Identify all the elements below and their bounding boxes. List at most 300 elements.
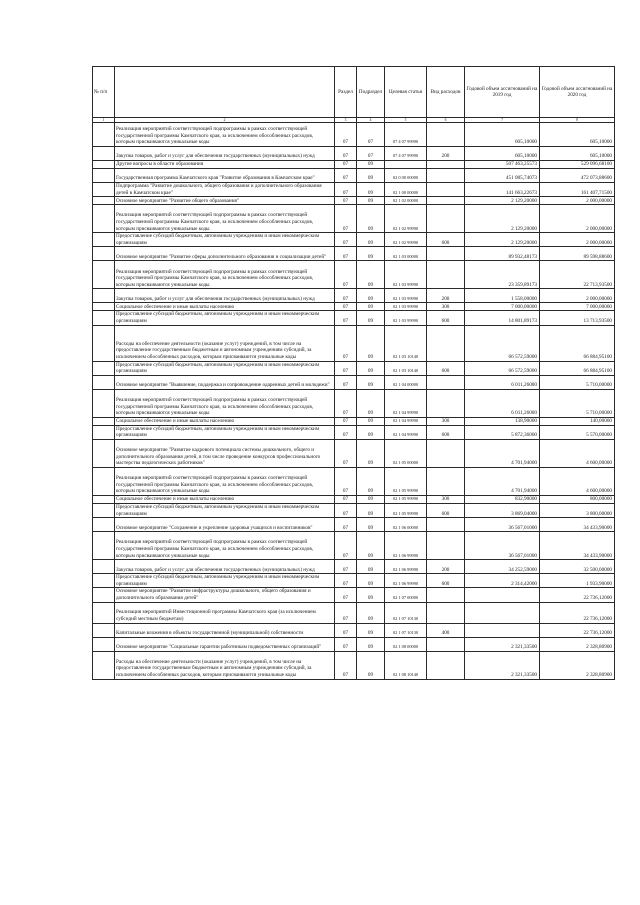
row-number bbox=[93, 161, 115, 169]
row-target-article: 02 1 03 99990 bbox=[385, 311, 427, 325]
row-number bbox=[93, 123, 115, 147]
row-expense-type bbox=[427, 439, 465, 467]
table-row bbox=[93, 417, 615, 425]
row-podrazdel: 09 bbox=[357, 467, 385, 495]
row-razdel: 07 bbox=[335, 161, 357, 169]
table-row bbox=[93, 261, 615, 289]
table-row bbox=[93, 495, 615, 503]
row-amount-2020: 140,00000 bbox=[540, 417, 615, 425]
row-expense-type bbox=[427, 602, 465, 623]
row-podrazdel: 09 bbox=[357, 169, 385, 183]
table-row bbox=[93, 361, 615, 375]
row-target-article: 02 1 03 99990 bbox=[385, 303, 427, 311]
row-razdel: 07 bbox=[335, 467, 357, 495]
header-num: № п/п bbox=[93, 67, 115, 118]
row-amount-2020: 22 736,12000 bbox=[540, 588, 615, 602]
row-number bbox=[93, 375, 115, 389]
row-number bbox=[93, 361, 115, 375]
row-number bbox=[93, 651, 115, 679]
row-name: Основное мероприятие "Развитие общего образования" bbox=[115, 197, 335, 205]
table-row bbox=[93, 389, 615, 417]
row-amount-2020: 2 328,80900 bbox=[540, 651, 615, 679]
row-podrazdel: 09 bbox=[357, 233, 385, 247]
table-row bbox=[93, 518, 615, 532]
row-amount-2019: 832,90000 bbox=[465, 495, 540, 503]
row-target-article: 02 1 06 99990 bbox=[385, 532, 427, 560]
row-number bbox=[93, 389, 115, 417]
row-target-article: 02 1 06 99990 bbox=[385, 574, 427, 588]
row-expense-type: 300 bbox=[427, 495, 465, 503]
row-name: Реализация мероприятий соответствующей подпрограммы в рамках соответствующей государственной программы Камчатского края, за исключением обособленных расходов, которым присваиваются уникальные коды bbox=[115, 205, 335, 233]
header-razdel: Раздел bbox=[335, 67, 357, 118]
row-amount-2019: 4 701,94000 bbox=[465, 467, 540, 495]
row-expense-type bbox=[427, 325, 465, 361]
budget-table-sheet bbox=[92, 66, 614, 680]
row-amount-2020: 34 433,90000 bbox=[540, 518, 615, 532]
row-amount-2020: 34 433,90000 bbox=[540, 532, 615, 560]
row-target-article: 02 1 04 99990 bbox=[385, 389, 427, 417]
row-name: Социальное обеспечение и иные выплаты населению bbox=[115, 417, 335, 425]
row-target-article: 02 1 03 99990 bbox=[385, 261, 427, 289]
row-razdel: 07 bbox=[335, 197, 357, 205]
row-expense-type bbox=[427, 205, 465, 233]
table-row bbox=[93, 425, 615, 439]
col-index: 2 bbox=[115, 118, 335, 123]
row-expense-type: 600 bbox=[427, 574, 465, 588]
budget-table bbox=[92, 66, 615, 680]
row-number bbox=[93, 467, 115, 495]
table-row bbox=[93, 147, 615, 161]
row-target-article: 02 0 00 00000 bbox=[385, 169, 427, 183]
row-target-article: 02 1 05 00000 bbox=[385, 439, 427, 467]
row-razdel: 07 bbox=[335, 205, 357, 233]
row-razdel: 07 bbox=[335, 361, 357, 375]
row-amount-2020: 529 096,68100 bbox=[540, 161, 615, 169]
row-podrazdel: 09 bbox=[357, 325, 385, 361]
table-row bbox=[93, 303, 615, 311]
row-target-article: 02 1 03 10140 bbox=[385, 325, 427, 361]
row-amount-2019: 2 314,42000 bbox=[465, 574, 540, 588]
row-target-article: 02 1 03 00000 bbox=[385, 247, 427, 261]
row-number bbox=[93, 311, 115, 325]
row-name: Государственная программа Камчатского края "Развитие образования в Камчатском крае" bbox=[115, 169, 335, 183]
row-amount-2019: 36 567,01000 bbox=[465, 518, 540, 532]
row-podrazdel: 09 bbox=[357, 161, 385, 169]
row-target-article: 02 1 05 99990 bbox=[385, 503, 427, 517]
row-name: Реализация мероприятий соответствующей подпрограммы в рамках соответствующей государственной программы Камчатского края, за исключением обособленных расходов, которым присваиваются уникальные коды bbox=[115, 532, 335, 560]
header-row bbox=[93, 67, 615, 118]
row-podrazdel: 09 bbox=[357, 439, 385, 467]
table-row bbox=[93, 325, 615, 361]
row-target-article: 02 1 02 99990 bbox=[385, 233, 427, 247]
row-number bbox=[93, 289, 115, 303]
row-target-article: 07 4 07 99990 bbox=[385, 123, 427, 147]
table-row bbox=[93, 651, 615, 679]
row-podrazdel: 09 bbox=[357, 425, 385, 439]
row-amount-2020: 7 000,00000 bbox=[540, 303, 615, 311]
row-target-article: 07 4 07 99990 bbox=[385, 147, 427, 161]
row-razdel: 07 bbox=[335, 233, 357, 247]
row-amount-2020: 2 000,00000 bbox=[540, 233, 615, 247]
row-target-article bbox=[385, 161, 427, 169]
row-podrazdel: 09 bbox=[357, 532, 385, 560]
row-amount-2020: 5 710,00000 bbox=[540, 389, 615, 417]
row-target-article: 02 1 04 00000 bbox=[385, 375, 427, 389]
row-name: Основное мероприятие "Социальные гарантии работникам подведомственных организаций" bbox=[115, 637, 335, 651]
row-expense-type bbox=[427, 197, 465, 205]
row-podrazdel: 09 bbox=[357, 588, 385, 602]
row-razdel: 07 bbox=[335, 123, 357, 147]
row-amount-2019: 3 869,04000 bbox=[465, 503, 540, 517]
row-target-article: 02 1 07 10130 bbox=[385, 602, 427, 623]
row-amount-2019: 507 463,25573 bbox=[465, 161, 540, 169]
row-razdel: 07 bbox=[335, 439, 357, 467]
row-expense-type bbox=[427, 588, 465, 602]
row-number bbox=[93, 303, 115, 311]
row-razdel: 07 bbox=[335, 495, 357, 503]
row-target-article: 02 1 05 99990 bbox=[385, 495, 427, 503]
row-amount-2019: 605,10000 bbox=[465, 123, 540, 147]
row-amount-2020: 2 000,00000 bbox=[540, 289, 615, 303]
row-number bbox=[93, 233, 115, 247]
row-podrazdel: 09 bbox=[357, 289, 385, 303]
row-amount-2020: 5 710,00000 bbox=[540, 375, 615, 389]
row-expense-type bbox=[427, 532, 465, 560]
row-expense-type bbox=[427, 389, 465, 417]
row-name: Основное мероприятие "Развитие кадрового потенциала системы дошкольного, общего и дополнительного образования детей, в том числе проведение конкурсов профессионального мастерства педагогических работников" bbox=[115, 439, 335, 467]
col-index: 1 bbox=[93, 118, 115, 123]
header-podrazdel: Подраздел bbox=[357, 67, 385, 118]
row-podrazdel: 07 bbox=[357, 123, 385, 147]
row-target-article: 02 1 06 99990 bbox=[385, 560, 427, 574]
header-2020: Годовой объем ассигнований на 2020 год bbox=[540, 67, 615, 118]
row-expense-type bbox=[427, 261, 465, 289]
row-podrazdel: 09 bbox=[357, 518, 385, 532]
row-amount-2020: 4 600,00000 bbox=[540, 467, 615, 495]
row-razdel: 07 bbox=[335, 637, 357, 651]
row-number bbox=[93, 325, 115, 361]
row-name: Другие вопросы в области образования bbox=[115, 161, 335, 169]
table-row bbox=[93, 205, 615, 233]
row-name: Расходы на обеспечение деятельности (оказание услуг) учреждений, в том числе на предоставление государственным бюджетным и автономным учреждениям субсидий, за исключением обособленных расходов, которым присваиваются уникальные коды bbox=[115, 325, 335, 361]
row-amount-2020: 32 500,00000 bbox=[540, 560, 615, 574]
row-amount-2019: 2 321,33500 bbox=[465, 637, 540, 651]
col-index: 4 bbox=[357, 118, 385, 123]
row-name: Предоставление субсидий бюджетным, автономным учреждениям и иным некоммерческим организациям bbox=[115, 503, 335, 517]
row-razdel: 07 bbox=[335, 303, 357, 311]
row-name: Закупка товаров, работ и услуг для обеспечения государственных (муниципальных) нужд bbox=[115, 147, 335, 161]
table-row bbox=[93, 467, 615, 495]
row-expense-type: 600 bbox=[427, 425, 465, 439]
row-target-article: 02 1 08 00000 bbox=[385, 637, 427, 651]
row-podrazdel: 09 bbox=[357, 560, 385, 574]
row-name: Капитальные вложения в объекты государственной (муниципальной) собственности bbox=[115, 623, 335, 637]
row-amount-2019: 14 801,89173 bbox=[465, 311, 540, 325]
row-expense-type bbox=[427, 183, 465, 197]
row-name: Закупка товаров, работ и услуг для обеспечения государственных (муниципальных) нужд bbox=[115, 560, 335, 574]
table-row bbox=[93, 560, 615, 574]
row-amount-2020: 22 713,93500 bbox=[540, 261, 615, 289]
row-amount-2019: 89 932,48173 bbox=[465, 247, 540, 261]
row-target-article: 02 1 06 00000 bbox=[385, 518, 427, 532]
row-number bbox=[93, 425, 115, 439]
row-target-article: 02 1 04 99990 bbox=[385, 425, 427, 439]
row-amount-2020: 605,10000 bbox=[540, 147, 615, 161]
row-amount-2020: 2 000,00000 bbox=[540, 205, 615, 233]
row-podrazdel: 09 bbox=[357, 417, 385, 425]
col-index: 5 bbox=[385, 118, 427, 123]
row-razdel: 07 bbox=[335, 560, 357, 574]
row-amount-2020: 66 884,95100 bbox=[540, 361, 615, 375]
row-amount-2019: 36 567,01000 bbox=[465, 532, 540, 560]
row-amount-2020: 13 713,93500 bbox=[540, 311, 615, 325]
row-expense-type bbox=[427, 169, 465, 183]
row-razdel: 07 bbox=[335, 588, 357, 602]
header-target-article: Целевая статья bbox=[385, 67, 427, 118]
row-number bbox=[93, 637, 115, 651]
row-amount-2019: 34 252,59000 bbox=[465, 560, 540, 574]
row-number bbox=[93, 495, 115, 503]
table-row bbox=[93, 311, 615, 325]
row-expense-type: 200 bbox=[427, 147, 465, 161]
row-expense-type: 300 bbox=[427, 417, 465, 425]
row-target-article: 02 1 08 10140 bbox=[385, 651, 427, 679]
row-amount-2020: 89 598,88600 bbox=[540, 247, 615, 261]
row-podrazdel: 09 bbox=[357, 303, 385, 311]
row-amount-2020: 1 933,90000 bbox=[540, 574, 615, 588]
row-podrazdel: 09 bbox=[357, 637, 385, 651]
row-amount-2019: 23 359,89173 bbox=[465, 261, 540, 289]
row-expense-type: 600 bbox=[427, 503, 465, 517]
row-target-article: 02 1 03 10140 bbox=[385, 361, 427, 375]
row-razdel: 07 bbox=[335, 651, 357, 679]
row-target-article: 02 1 03 99990 bbox=[385, 289, 427, 303]
row-expense-type: 300 bbox=[427, 303, 465, 311]
row-name: Реализация мероприятий соответствующей подпрограммы в рамках соответствующей государственной программы Камчатского края, за исключением обособленных расходов, которым присваиваются уникальные коды bbox=[115, 467, 335, 495]
row-amount-2019: 7 000,00000 bbox=[465, 303, 540, 311]
row-number bbox=[93, 205, 115, 233]
row-razdel: 07 bbox=[335, 169, 357, 183]
row-podrazdel: 07 bbox=[357, 147, 385, 161]
row-number bbox=[93, 503, 115, 517]
table-row bbox=[93, 623, 615, 637]
row-name: Расходы на обеспечение деятельности (оказание услуг) учреждений, в том числе на предоставление государственным бюджетным и автономным учреждениям субсидий, за исключением обособленных расходов, которым присваиваются уникальные коды bbox=[115, 651, 335, 679]
row-amount-2019: 2 129,20000 bbox=[465, 197, 540, 205]
row-podrazdel: 09 bbox=[357, 197, 385, 205]
table-row bbox=[93, 588, 615, 602]
row-amount-2020: 605,10000 bbox=[540, 123, 615, 147]
col-index: 6 bbox=[427, 118, 465, 123]
row-expense-type: 400 bbox=[427, 623, 465, 637]
row-amount-2019: 2 129,20000 bbox=[465, 233, 540, 247]
row-expense-type bbox=[427, 123, 465, 147]
row-podrazdel: 09 bbox=[357, 183, 385, 197]
row-amount-2019: 6 011,26000 bbox=[465, 389, 540, 417]
row-razdel: 07 bbox=[335, 289, 357, 303]
table-row bbox=[93, 532, 615, 560]
row-podrazdel: 09 bbox=[357, 247, 385, 261]
row-amount-2019 bbox=[465, 602, 540, 623]
row-amount-2020: 2 328,80900 bbox=[540, 637, 615, 651]
row-amount-2019: 6 011,26000 bbox=[465, 375, 540, 389]
row-razdel: 07 bbox=[335, 147, 357, 161]
header-expense-type: Вид расходов bbox=[427, 67, 465, 118]
row-number bbox=[93, 147, 115, 161]
table-row bbox=[93, 637, 615, 651]
row-podrazdel: 09 bbox=[357, 389, 385, 417]
row-expense-type: 600 bbox=[427, 311, 465, 325]
header-name bbox=[115, 67, 335, 118]
table-row bbox=[93, 439, 615, 467]
row-expense-type bbox=[427, 161, 465, 169]
row-razdel: 07 bbox=[335, 623, 357, 637]
row-amount-2019: 66 572,59000 bbox=[465, 325, 540, 361]
row-expense-type bbox=[427, 637, 465, 651]
row-amount-2020: 22 736,12000 bbox=[540, 623, 615, 637]
row-expense-type bbox=[427, 247, 465, 261]
row-name: Социальное обеспечение и иные выплаты населению bbox=[115, 495, 335, 503]
row-number bbox=[93, 532, 115, 560]
table-row bbox=[93, 169, 615, 183]
col-index: 3 bbox=[335, 118, 357, 123]
table-body bbox=[93, 123, 615, 680]
row-name: Реализация мероприятий Инвестиционной программы Камчатского края (за исключением субсидий местным бюджетам) bbox=[115, 602, 335, 623]
row-amount-2019: 4 701,94000 bbox=[465, 439, 540, 467]
row-expense-type: 200 bbox=[427, 560, 465, 574]
table-row bbox=[93, 574, 615, 588]
row-amount-2020: 800,00000 bbox=[540, 495, 615, 503]
col-index: 8 bbox=[540, 118, 615, 123]
row-number bbox=[93, 623, 115, 637]
row-number bbox=[93, 169, 115, 183]
table-row bbox=[93, 123, 615, 147]
table-row bbox=[93, 247, 615, 261]
row-target-article: 02 1 07 10130 bbox=[385, 623, 427, 637]
row-expense-type bbox=[427, 651, 465, 679]
row-expense-type bbox=[427, 467, 465, 495]
table-row bbox=[93, 161, 615, 169]
table-row bbox=[93, 233, 615, 247]
row-name: Основное мероприятие "Сохранение и укрепление здоровья учащихся и воспитанников" bbox=[115, 518, 335, 532]
row-name: Реализация мероприятий соответствующей подпрограммы в рамках соответствующей государственной программы Камчатского края, за исключением обособленных расходов, которым присваиваются уникальные коды bbox=[115, 389, 335, 417]
row-name: Основное мероприятие "Развитие сферы дополнительного образования и социализации детей" bbox=[115, 247, 335, 261]
row-number bbox=[93, 602, 115, 623]
row-razdel: 07 bbox=[335, 183, 357, 197]
row-amount-2019: 5 872,36000 bbox=[465, 425, 540, 439]
row-name: Основное мероприятие "Выявление, поддержка и сопровождение одаренных детей и молодежи" bbox=[115, 375, 335, 389]
row-name: Предоставление субсидий бюджетным, автономным учреждениям и иным некоммерческим организациям bbox=[115, 425, 335, 439]
row-razdel: 07 bbox=[335, 247, 357, 261]
row-number bbox=[93, 588, 115, 602]
table-row bbox=[93, 197, 615, 205]
row-name: Предоставление субсидий бюджетным, автономным учреждениям и иным некоммерческим организациям bbox=[115, 361, 335, 375]
row-number bbox=[93, 560, 115, 574]
row-name: Реализация мероприятий соответствующей подпрограммы в рамках соответствующей государственной программы Камчатского края, за исключением обособленных расходов, которым присваиваются уникальные коды bbox=[115, 123, 335, 147]
row-amount-2020: 5 570,00000 bbox=[540, 425, 615, 439]
row-podrazdel: 09 bbox=[357, 602, 385, 623]
row-razdel: 07 bbox=[335, 261, 357, 289]
row-number bbox=[93, 261, 115, 289]
row-name: Социальное обеспечение и иные выплаты населению bbox=[115, 303, 335, 311]
row-amount-2019: 66 572,59000 bbox=[465, 361, 540, 375]
row-amount-2019: 605,10000 bbox=[465, 147, 540, 161]
header-2019: Годовой объем ассигнований на 2019 год bbox=[465, 67, 540, 118]
row-expense-type: 200 bbox=[427, 289, 465, 303]
row-target-article: 02 1 00 00000 bbox=[385, 183, 427, 197]
row-podrazdel: 09 bbox=[357, 495, 385, 503]
table-row bbox=[93, 503, 615, 517]
row-podrazdel: 09 bbox=[357, 205, 385, 233]
row-razdel: 07 bbox=[335, 311, 357, 325]
table-row bbox=[93, 289, 615, 303]
row-amount-2020: 4 600,00000 bbox=[540, 439, 615, 467]
row-razdel: 07 bbox=[335, 325, 357, 361]
row-target-article: 02 1 04 99990 bbox=[385, 417, 427, 425]
row-amount-2019: 451 085,74073 bbox=[465, 169, 540, 183]
row-amount-2019: 2 129,20000 bbox=[465, 205, 540, 233]
row-podrazdel: 09 bbox=[357, 623, 385, 637]
row-target-article: 02 1 07 00000 bbox=[385, 588, 427, 602]
row-amount-2020: 161 407,71500 bbox=[540, 183, 615, 197]
row-podrazdel: 09 bbox=[357, 375, 385, 389]
row-razdel: 07 bbox=[335, 532, 357, 560]
row-amount-2020: 472 073,88600 bbox=[540, 169, 615, 183]
row-podrazdel: 09 bbox=[357, 261, 385, 289]
row-razdel: 07 bbox=[335, 503, 357, 517]
row-target-article: 02 1 02 00000 bbox=[385, 197, 427, 205]
table-row bbox=[93, 183, 615, 197]
table-row bbox=[93, 375, 615, 389]
row-razdel: 07 bbox=[335, 425, 357, 439]
row-number bbox=[93, 247, 115, 261]
row-number bbox=[93, 574, 115, 588]
row-amount-2020: 22 736,12000 bbox=[540, 602, 615, 623]
row-expense-type bbox=[427, 375, 465, 389]
row-razdel: 07 bbox=[335, 375, 357, 389]
row-expense-type bbox=[427, 518, 465, 532]
row-target-article: 02 1 05 99990 bbox=[385, 467, 427, 495]
row-name: Подпрограмма "Развитие дошкольного, общего образования и дополнительного образования детей в Камчатском крае" bbox=[115, 183, 335, 197]
row-amount-2019 bbox=[465, 588, 540, 602]
row-name: Закупка товаров, работ и услуг для обеспечения государственных (муниципальных) нужд bbox=[115, 289, 335, 303]
row-razdel: 07 bbox=[335, 518, 357, 532]
row-amount-2020: 66 884,95100 bbox=[540, 325, 615, 361]
row-podrazdel: 09 bbox=[357, 574, 385, 588]
row-number bbox=[93, 417, 115, 425]
row-expense-type: 600 bbox=[427, 233, 465, 247]
row-name: Предоставление субсидий бюджетным, автономным учреждениям и иным некоммерческим организациям bbox=[115, 311, 335, 325]
col-index: 7 bbox=[465, 118, 540, 123]
row-razdel: 07 bbox=[335, 602, 357, 623]
row-amount-2019: 138,90000 bbox=[465, 417, 540, 425]
row-number bbox=[93, 183, 115, 197]
row-amount-2019 bbox=[465, 623, 540, 637]
row-podrazdel: 09 bbox=[357, 503, 385, 517]
row-podrazdel: 09 bbox=[357, 311, 385, 325]
row-name: Предоставление субсидий бюджетным, автономным учреждениям и иным некоммерческим организациям bbox=[115, 233, 335, 247]
row-amount-2019: 141 663,22673 bbox=[465, 183, 540, 197]
row-name: Реализация мероприятий соответствующей подпрограммы в рамках соответствующей государственной программы Камчатского края, за исключением обособленных расходов, которым присваиваются уникальные коды bbox=[115, 261, 335, 289]
row-amount-2019: 2 321,33500 bbox=[465, 651, 540, 679]
row-number bbox=[93, 439, 115, 467]
row-razdel: 07 bbox=[335, 417, 357, 425]
row-podrazdel: 09 bbox=[357, 361, 385, 375]
row-amount-2019: 1 558,00000 bbox=[465, 289, 540, 303]
row-expense-type: 600 bbox=[427, 361, 465, 375]
row-target-article: 02 1 02 99990 bbox=[385, 205, 427, 233]
row-name: Предоставление субсидий бюджетным, автономным учреждениям и иным некоммерческим организациям bbox=[115, 574, 335, 588]
row-razdel: 07 bbox=[335, 574, 357, 588]
